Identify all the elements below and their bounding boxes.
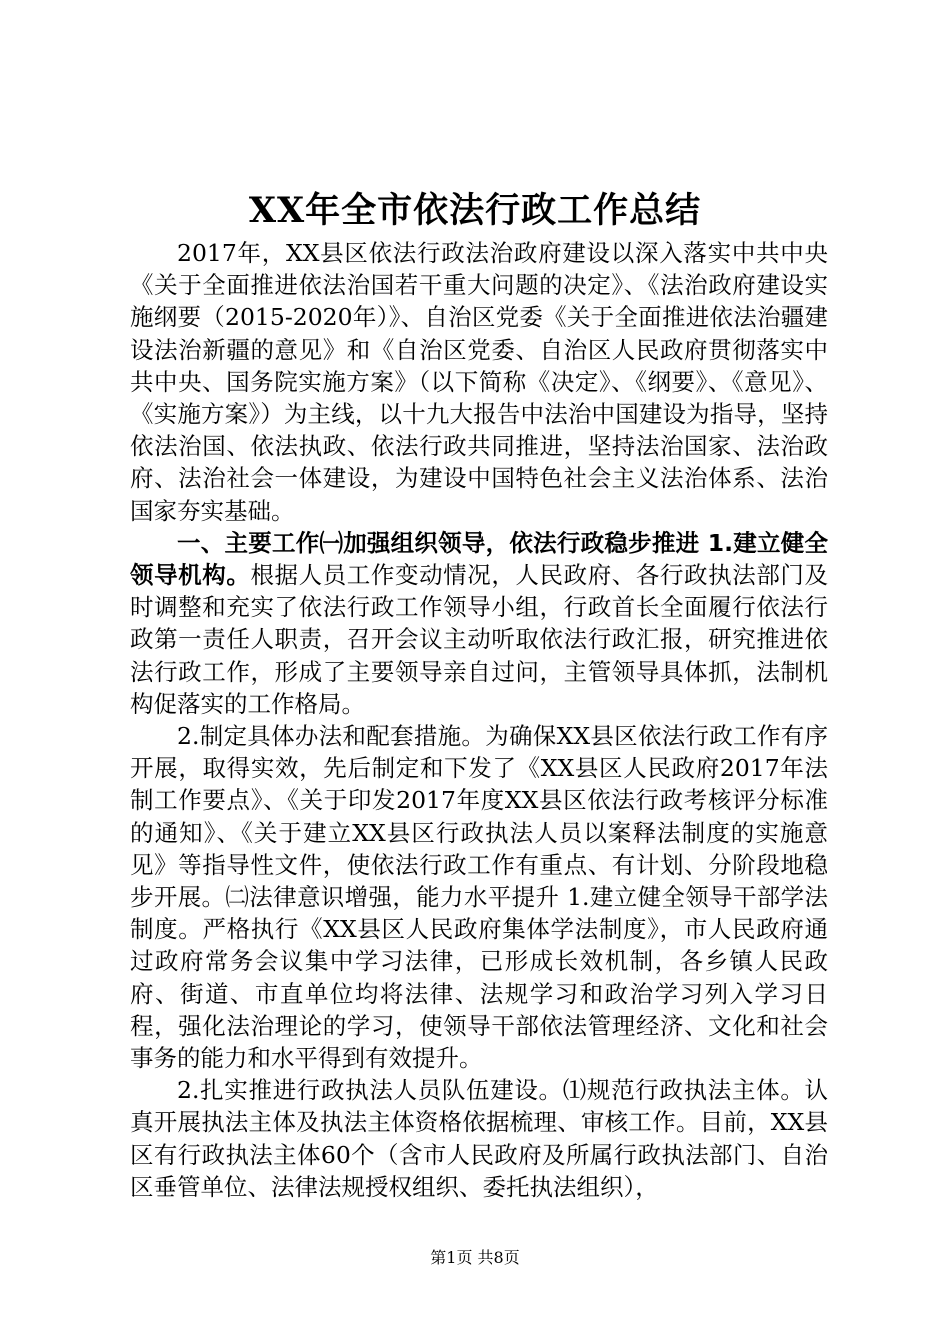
page-footer: 第1页 共8页 xyxy=(430,1248,520,1267)
paragraph-main-work xyxy=(130,527,828,720)
paragraph-main-work-text: 根据人员工作变动情况，人民政府、各行政执法部门及时调整和充实了依法行政工作领导小组，行政首长全面履行依法行政第一责任人职责，召开会议主动听取依法行政汇报，研究推进依法行政工作，形成了主要领导亲自过问，主管领导具体抓，法制机构促落实的工作格局。 xyxy=(130,561,829,718)
document-title: XX年全市依法行政工作总结 xyxy=(248,190,702,231)
document-body xyxy=(130,237,828,1203)
paragraph-intro: 2017年，XX县区依法行政法治政府建设以深入落实中共中央《关于全面推进依法治国若干重大问题的决定》、《法治政府建设实施纲要（2015-2020年）》、自治区党委《关于全面推进依法治疆建设法治新疆的意见》和《自治区党委、自治区人民政府贯彻落实中共中央、国务院实施方案》（以下简称《决定》、《纲要》、《意见》、《实施方案》）为主线，以十九大报告中法治中国建设为指导，坚持依法治国、依法执政、依法行政共同推进，坚持法治国家、法治政府、法治社会一体建设，为建设中国特色社会主义法治体系、法治国家夯实基础。 xyxy=(130,239,828,525)
paragraph-measures: 2.制定具体办法和配套措施。为确保XX县区依法行政工作有序开展，取得实效，先后制定和下发了《XX县区人民政府2017年法制工作要点》、《关于印发2017年度XX县区依法行政考核评分标准的通知》、《关于建立XX县区行政执法人员以案释法制度的实施意见》等指导性文件，使依法行政工作有重点、有计划、分阶段地稳步开展。㈡法律意识增强，能力水平提升 1.建立健全领导干部学法制度。严格执行《XX县区人民政府集体学法制度》，市人民政府通过政府常务会议集中学习法律，已形成长效机制，各乡镇人民政府、街道、市直单位均将法律、法规学习和政治学习列入学习日程，强化法治理论的学习，使领导干部依法管理经济、文化和社会事务的能力和水平得到有效提升。 xyxy=(130,722,828,1073)
section-heading: 一、主要工作㈠加强组织领导，依法行政稳步推进 1.建立健全领导机构。 xyxy=(130,528,828,590)
paragraph-enforcement: 2.扎实推进行政执法人员队伍建设。⑴规范行政执法主体。认真开展执法主体及执法主体资格依据梳理、审核工作。目前，XX县区有行政执法主体60个（含市人民政府及所属行政执法部门、自治区垂管单位、法律法规授权组织、委托执法组织）， xyxy=(130,1076,828,1201)
